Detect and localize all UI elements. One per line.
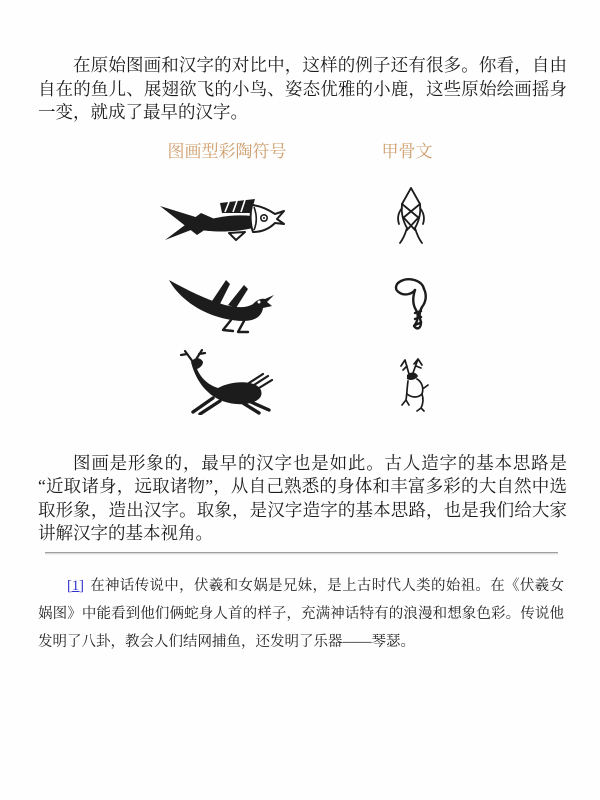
column-header-pottery-symbols: 图画型彩陶符号: [167, 141, 287, 161]
oracle-bone-fish-icon: [397, 187, 425, 244]
pottery-fish-pictograph-icon: [159, 192, 285, 244]
oracle-bone-bird-icon: [392, 277, 430, 334]
footnote-text: 在神话传说中，伏羲和女娲是兄妹，是上古时代人类的始祖。在《伏羲女娲图》中能看到他们俩蛇身人首的样子，充满神话特有的浪漫和想象色彩。传说他发明了八卦，教会人们结网捕鱼，还发明了乐器——琴瑟。: [38, 577, 564, 650]
pictograph-comparison-figure: [0, 137, 600, 423]
pottery-bird-pictograph-icon: [167, 276, 277, 334]
footnote-link-1[interactable]: [1]: [67, 577, 84, 594]
oracle-bone-deer-icon: [395, 357, 432, 413]
footnote-divider: [45, 552, 558, 555]
pottery-deer-pictograph-icon: [177, 348, 274, 415]
paragraph-intro: 在原始图画和汉字的对比中，这样的例子还有很多。你看，自由自在的鱼儿、展翅欲飞的小鸟、姿态优雅的小鹿，这些原始绘画摇身一变，就成了最早的汉字。: [38, 55, 567, 122]
footnote: [38, 572, 564, 656]
column-header-oracle-bone: 甲骨文: [381, 141, 433, 161]
paragraph-summary: 图画是形象的，最早的汉字也是如此。古人造字的基本思路是“近取诸身，远取诸物”，从自己熟悉的身体和丰富多彩的大自然中选取形象，造出汉字。取象，是汉字造字的基本思路，也是我们给大家讲解汉字的基本视角。: [38, 452, 567, 543]
